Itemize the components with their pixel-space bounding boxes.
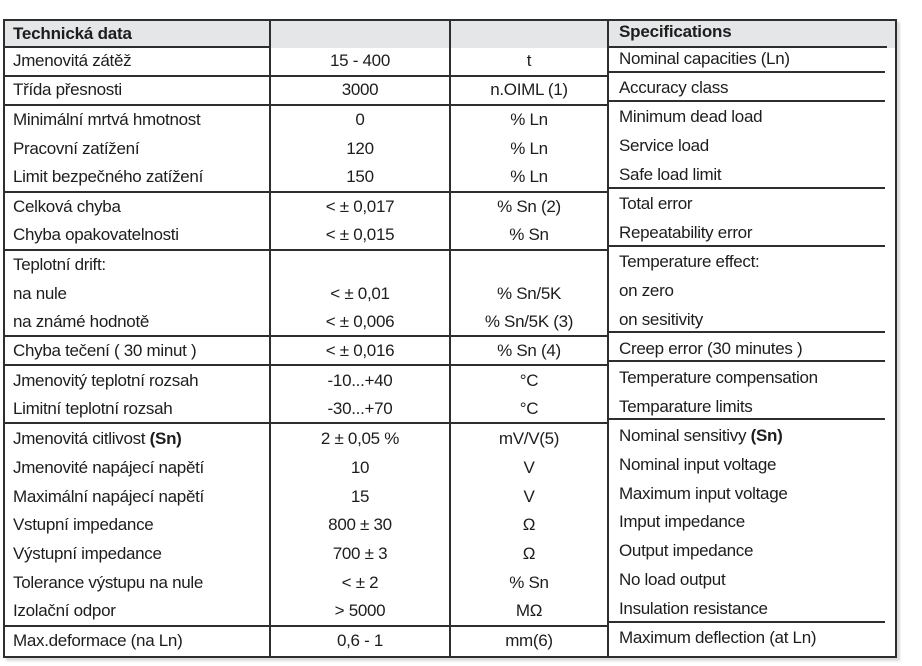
- cell-label-cz: Třída přesnosti: [5, 77, 271, 106]
- cell-value: 15: [271, 482, 451, 511]
- cell-unit: % Ln: [451, 106, 609, 135]
- cell-label-cz: Izolační odpor: [5, 598, 271, 627]
- cell-label-en: Maximum deflection (at Ln): [619, 628, 817, 648]
- cell-value: 0: [271, 106, 451, 135]
- cell-label-en: Temperature compensation: [619, 367, 818, 387]
- cell-label-cz: Jmenovitá citlivost (Sn): [5, 424, 271, 453]
- cell-label-cz: na nule: [5, 280, 271, 309]
- cell-value: 15 - 400: [271, 48, 451, 77]
- cell-value: 10: [271, 453, 451, 482]
- cell-label-cz: Chyba opakovatelnosti: [5, 222, 271, 251]
- cell-label-en: Service load: [619, 136, 709, 156]
- header-cell-unit: [451, 21, 609, 48]
- cell-label-en: Accuracy class: [609, 77, 895, 106]
- cell-label-en: Insulation resistance: [609, 598, 895, 627]
- cell-unit: % Sn (4): [451, 337, 609, 366]
- cell-unit: % Ln: [451, 135, 609, 164]
- cell-label-en: on sesitivity: [609, 308, 895, 337]
- cell-unit: % Sn: [451, 222, 609, 251]
- cell-label-cz: Celková chyba: [5, 193, 271, 222]
- cell-label-en: No load output: [619, 570, 726, 590]
- cell-value: 800 ± 30: [271, 511, 451, 540]
- cell-unit: Ω: [451, 511, 609, 540]
- cell-label-cz: na známé hodnotě: [5, 308, 271, 337]
- header-label-en: Specifications: [619, 21, 732, 41]
- cell-unit: n.OIML (1): [451, 77, 609, 106]
- header-cell-technicka-data: [5, 21, 271, 48]
- cell-label-en: Total error: [619, 194, 693, 214]
- cell-value: < ± 0,015: [271, 222, 451, 251]
- specifications-table: [3, 19, 897, 658]
- header-cell-specifications: [609, 21, 895, 48]
- cell-unit: t: [451, 48, 609, 77]
- cell-unit: V: [451, 453, 609, 482]
- cell-unit: Ω: [451, 540, 609, 569]
- cell-value: 150: [271, 164, 451, 193]
- cell-unit: MΩ: [451, 598, 609, 627]
- cell-label-cz: Tolerance výstupu na nule: [5, 569, 271, 598]
- cell-value: 120: [271, 135, 451, 164]
- cell-label-cz: Maximální napájecí napětí: [5, 482, 271, 511]
- cell-label-en: Nominal sensitivy (Sn): [619, 425, 783, 445]
- cell-value: 2 ± 0,05 %: [271, 424, 451, 453]
- cell-label-en: Minimum dead load: [619, 107, 763, 127]
- cell-unit: V: [451, 482, 609, 511]
- cell-value: > 5000: [271, 598, 451, 627]
- cell-unit: [451, 251, 609, 280]
- cell-label-cz: Chyba tečení ( 30 minut ): [5, 337, 271, 366]
- cell-label-cz: Teplotní drift:: [5, 251, 271, 280]
- cell-label-en: Imput impedance: [619, 512, 745, 532]
- cell-label-cz: Limit bezpečného zatížení: [5, 164, 271, 193]
- header-label-cz: Technická data: [13, 23, 132, 43]
- cell-value: < ± 0,017: [271, 193, 451, 222]
- cell-unit: % Ln: [451, 164, 609, 193]
- cell-unit: °C: [451, 395, 609, 424]
- cell-value: 700 ± 3: [271, 540, 451, 569]
- cell-unit: % Sn/5K: [451, 280, 609, 309]
- cell-value: 3000: [271, 77, 451, 106]
- cell-label-en: Nominal capacities (Ln): [609, 48, 895, 77]
- cell-unit: % Sn (2): [451, 193, 609, 222]
- cell-label-cz: Vstupní impedance: [5, 511, 271, 540]
- cell-unit: mm(6): [451, 627, 609, 656]
- cell-label-en: Repeatability error: [609, 222, 895, 251]
- cell-label-cz: Limitní teplotní rozsah: [5, 395, 271, 424]
- cell-label-en: Output impedance: [619, 541, 754, 561]
- cell-unit: % Sn/5K (3): [451, 308, 609, 337]
- cell-label-en: on zero: [619, 280, 674, 300]
- cell-value: < ± 2: [271, 569, 451, 598]
- cell-label-en: Creep error (30 minutes ): [609, 337, 895, 366]
- cell-label-cz: Minimální mrtvá hmotnost: [5, 106, 271, 135]
- cell-label-en: Temperature effect:: [619, 252, 760, 272]
- cell-unit: °C: [451, 366, 609, 395]
- cell-unit: mV/V(5): [451, 424, 609, 453]
- cell-label-cz: Jmenovitá zátěž: [5, 48, 271, 77]
- header-cell-value: [271, 21, 451, 48]
- cell-label-cz: Výstupní impedance: [5, 540, 271, 569]
- cell-label-cz: Jmenovitý teplotní rozsah: [5, 366, 271, 395]
- cell-value: -10...+40: [271, 366, 451, 395]
- cell-value: < ± 0,01: [271, 280, 451, 309]
- cell-label-en: Maximum input voltage: [619, 483, 788, 503]
- cell-value: < ± 0,016: [271, 337, 451, 366]
- cell-value: < ± 0,006: [271, 308, 451, 337]
- cell-label-cz: Pracovní zatížení: [5, 135, 271, 164]
- cell-value: [271, 251, 451, 280]
- cell-value: -30...+70: [271, 395, 451, 424]
- cell-label-en: Nominal input voltage: [619, 454, 777, 474]
- cell-label-cz: Max.deformace (na Ln): [5, 627, 271, 656]
- cell-unit: % Sn: [451, 569, 609, 598]
- cell-label-cz: Jmenovité napájecí napětí: [5, 453, 271, 482]
- cell-label-en: Temparature limits: [609, 395, 895, 424]
- cell-label-en: Safe load limit: [609, 164, 895, 193]
- cell-value: 0,6 - 1: [271, 627, 451, 656]
